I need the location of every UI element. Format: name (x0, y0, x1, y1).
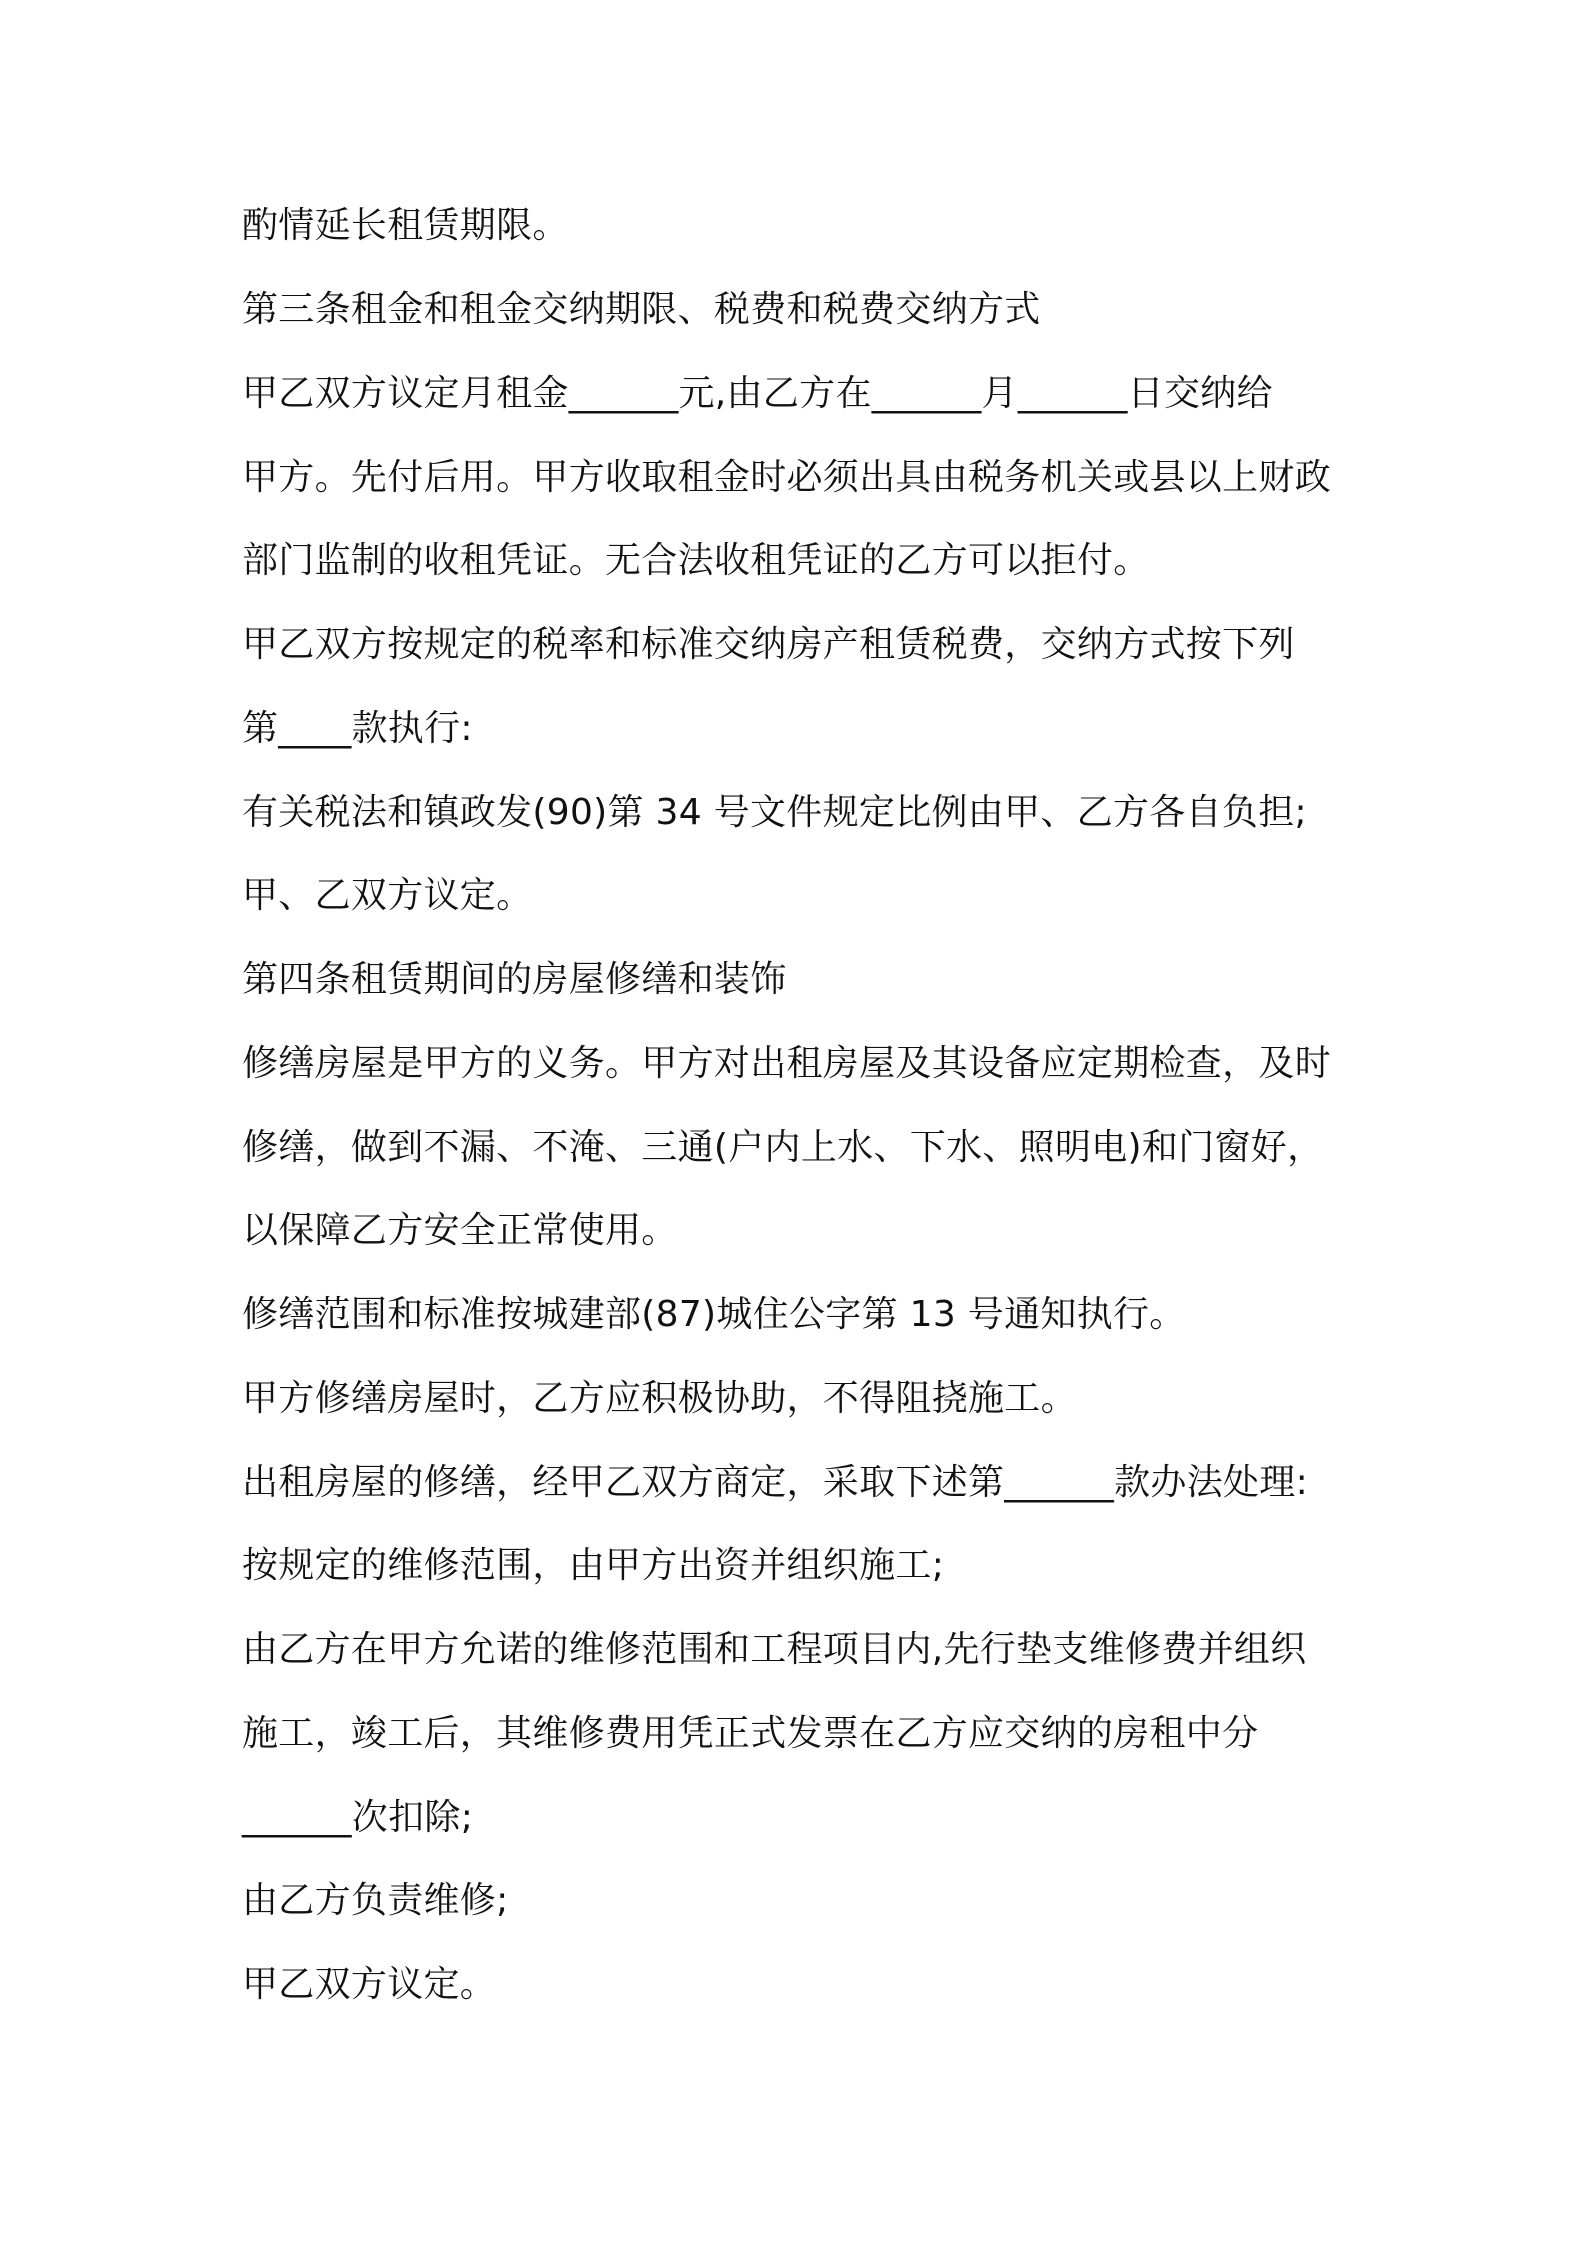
text-line: 施工，竣工后，其维修费用凭正式发票在乙方应交纳的房租中分 (242, 1713, 1259, 1754)
text-line: 甲方。先付后用。甲方收取租金时必须出具由税务机关或县以上财政 (242, 457, 1332, 498)
text-line: 由乙方在甲方允诺的维修范围和工程项目内,先行垫支维修费并组织 (242, 1629, 1307, 1670)
text-line: 修缮范围和标准按城建部(87)城住公字第 13 号通知执行。 (242, 1294, 1186, 1335)
text-line: 第____款执行: (242, 708, 473, 749)
text-line: 甲方修缮房屋时，乙方应积极协助，不得阻挠施工。 (242, 1378, 1077, 1419)
text-line: 酌情延长租赁期限。 (242, 205, 569, 246)
text-line: 部门监制的收租凭证。无合法收租凭证的乙方可以拒付。 (242, 540, 1150, 581)
text-line: 甲、乙双方议定。 (242, 875, 533, 916)
text-line: 按规定的维修范围，由甲方出资并组织施工; (242, 1545, 945, 1586)
text-line: 由乙方负责维修; (242, 1880, 509, 1921)
text-line: ______次扣除; (242, 1797, 474, 1838)
text-line: 以保障乙方安全正常使用。 (242, 1210, 678, 1251)
text-line: 出租房屋的修缮，经甲乙双方商定，采取下述第______款办法处理: (242, 1462, 1309, 1503)
section-heading: 第三条租金和租金交纳期限、税费和税费交纳方式 (242, 289, 1041, 330)
text-line: 甲乙双方按规定的税率和标准交纳房产租赁税费，交纳方式按下列 (242, 624, 1295, 665)
text-line: 修缮，做到不漏、不淹、三通(户内上水、下水、照明电)和门窗好， (242, 1127, 1324, 1168)
text-line: 有关税法和镇政发(90)第 34 号文件规定比例由甲、乙方各自负担; (242, 792, 1307, 833)
section-heading: 第四条租赁期间的房屋修缮和装饰 (242, 959, 787, 1000)
text-line: 甲乙双方议定月租金______元,由乙方在______月______日交纳给 (242, 373, 1273, 414)
text-line: 修缮房屋是甲方的义务。甲方对出租房屋及其设备应定期检查，及时 (242, 1043, 1332, 1084)
text-line: 甲乙双方议定。 (242, 1964, 497, 2005)
